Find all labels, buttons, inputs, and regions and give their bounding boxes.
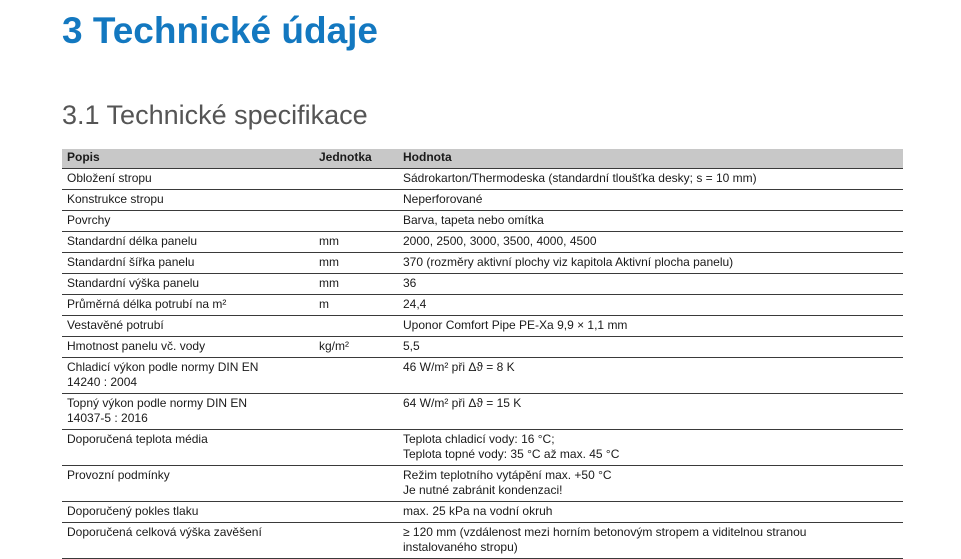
cell-hodnota bbox=[398, 337, 903, 358]
table-row bbox=[62, 502, 903, 523]
column-header-hodnota: Hodnota bbox=[398, 149, 903, 169]
spec-table bbox=[62, 149, 903, 559]
cell-hodnota bbox=[398, 502, 903, 523]
cell-popis bbox=[62, 502, 314, 523]
table-row bbox=[62, 316, 903, 337]
cell-jednotka bbox=[314, 358, 398, 394]
subsection-title: 3.1 Technické specifikace bbox=[62, 100, 368, 130]
cell-popis bbox=[62, 169, 314, 190]
cell-hodnota-text: Uponor Comfort Pipe PE-Xa 9,9 × 1,1 mm bbox=[403, 318, 628, 332]
cell-popis bbox=[62, 316, 314, 337]
cell-hodnota bbox=[398, 523, 903, 559]
cell-popis-text: Chladicí výkon podle normy DIN EN 14240 : 2004 bbox=[67, 360, 259, 389]
cell-popis-text: Standardní výška panelu bbox=[67, 276, 200, 290]
cell-popis bbox=[62, 523, 314, 559]
cell-hodnota-text: Teplota chladicí vody: 16 °C; Teplota topné vody: 35 °C až max. 45 °C bbox=[403, 432, 620, 461]
cell-jednotka-text: kg/m² bbox=[319, 339, 349, 353]
cell-jednotka bbox=[314, 190, 398, 211]
cell-popis bbox=[62, 253, 314, 274]
cell-hodnota bbox=[398, 211, 903, 232]
table-row bbox=[62, 358, 903, 394]
cell-hodnota-text: Sádrokarton/Thermodeska (standardní tloušťka desky; s = 10 mm) bbox=[403, 171, 757, 185]
table-row bbox=[62, 232, 903, 253]
table-row bbox=[62, 430, 903, 466]
cell-hodnota bbox=[398, 253, 903, 274]
cell-popis bbox=[62, 274, 314, 295]
table-row bbox=[62, 274, 903, 295]
table-row bbox=[62, 394, 903, 430]
header-row bbox=[62, 149, 903, 169]
table-row bbox=[62, 523, 903, 559]
cell-jednotka bbox=[314, 253, 398, 274]
cell-jednotka bbox=[314, 211, 398, 232]
cell-hodnota bbox=[398, 466, 903, 502]
table-row bbox=[62, 295, 903, 316]
cell-popis-text: Povrchy bbox=[67, 213, 111, 227]
cell-popis bbox=[62, 295, 314, 316]
cell-hodnota bbox=[398, 232, 903, 253]
spec-table-header bbox=[62, 149, 903, 169]
cell-hodnota-text: 36 bbox=[403, 276, 417, 290]
cell-jednotka bbox=[314, 169, 398, 190]
cell-jednotka bbox=[314, 466, 398, 502]
cell-popis-text: Doporučená celková výška zavěšení bbox=[67, 525, 262, 539]
cell-hodnota-text: Barva, tapeta nebo omítka bbox=[403, 213, 544, 227]
cell-hodnota-text: 64 W/m² při Δϑ = 15 K bbox=[403, 396, 522, 410]
cell-hodnota bbox=[398, 316, 903, 337]
cell-popis bbox=[62, 430, 314, 466]
cell-hodnota-text: 2000, 2500, 3000, 3500, 4000, 4500 bbox=[403, 234, 597, 248]
cell-jednotka bbox=[314, 523, 398, 559]
cell-popis-text: Topný výkon podle normy DIN EN 14037-5 : 2016 bbox=[67, 396, 248, 425]
column-header-jednotka: Jednotka bbox=[314, 149, 398, 169]
cell-hodnota-text: ≥ 120 mm (vzdálenost mezi horním betonovým stropem a viditelnou stranou instalovaného stropu) bbox=[403, 525, 807, 554]
cell-popis-text: Hmotnost panelu vč. vody bbox=[67, 339, 206, 353]
cell-jednotka-text: mm bbox=[319, 255, 339, 269]
cell-jednotka-text: m bbox=[319, 297, 329, 311]
cell-hodnota-text: 5,5 bbox=[403, 339, 420, 353]
cell-hodnota bbox=[398, 274, 903, 295]
cell-popis bbox=[62, 394, 314, 430]
cell-popis-text: Konstrukce stropu bbox=[67, 192, 164, 206]
cell-hodnota bbox=[398, 169, 903, 190]
table-row bbox=[62, 466, 903, 502]
cell-popis bbox=[62, 358, 314, 394]
cell-jednotka bbox=[314, 337, 398, 358]
cell-popis bbox=[62, 190, 314, 211]
section-title: 3 Technické údaje bbox=[62, 10, 378, 51]
cell-hodnota bbox=[398, 430, 903, 466]
cell-popis-text: Standardní délka panelu bbox=[67, 234, 198, 248]
cell-jednotka bbox=[314, 502, 398, 523]
cell-jednotka-text: mm bbox=[319, 234, 339, 248]
cell-hodnota bbox=[398, 394, 903, 430]
cell-hodnota-text: Režim teplotního vytápění max. +50 °C Je nutné zabránit kondenzaci! bbox=[403, 468, 612, 497]
cell-jednotka bbox=[314, 394, 398, 430]
cell-popis-text: Provozní podmínky bbox=[67, 468, 170, 482]
cell-jednotka-text: mm bbox=[319, 276, 339, 290]
cell-hodnota-text: 24,4 bbox=[403, 297, 427, 311]
cell-popis-text: Doporučený pokles tlaku bbox=[67, 504, 199, 518]
cell-popis bbox=[62, 232, 314, 253]
cell-hodnota bbox=[398, 358, 903, 394]
table-row bbox=[62, 169, 903, 190]
cell-hodnota-text: max. 25 kPa na vodní okruh bbox=[403, 504, 553, 518]
spec-table-body bbox=[62, 169, 903, 559]
cell-popis bbox=[62, 211, 314, 232]
table-row bbox=[62, 337, 903, 358]
cell-hodnota-text: 46 W/m² při Δϑ = 8 K bbox=[403, 360, 515, 374]
cell-popis-text: Doporučená teplota média bbox=[67, 432, 208, 446]
table-row bbox=[62, 253, 903, 274]
table-row bbox=[62, 211, 903, 232]
cell-popis bbox=[62, 466, 314, 502]
cell-popis-text: Vestavěné potrubí bbox=[67, 318, 164, 332]
column-header-popis: Popis bbox=[62, 149, 314, 169]
cell-jednotka bbox=[314, 232, 398, 253]
cell-jednotka bbox=[314, 274, 398, 295]
cell-jednotka bbox=[314, 430, 398, 466]
cell-popis-text: Průměrná délka potrubí na m² bbox=[67, 297, 227, 311]
cell-popis-text: Standardní šířka panelu bbox=[67, 255, 195, 269]
table-row bbox=[62, 190, 903, 211]
cell-hodnota bbox=[398, 295, 903, 316]
cell-popis bbox=[62, 337, 314, 358]
cell-jednotka bbox=[314, 295, 398, 316]
cell-popis-text: Obložení stropu bbox=[67, 171, 152, 185]
cell-hodnota-text: Neperforované bbox=[403, 192, 483, 206]
cell-hodnota bbox=[398, 190, 903, 211]
cell-jednotka bbox=[314, 316, 398, 337]
cell-hodnota-text: 370 (rozměry aktivní plochy viz kapitola Aktivní plocha panelu) bbox=[403, 255, 734, 269]
